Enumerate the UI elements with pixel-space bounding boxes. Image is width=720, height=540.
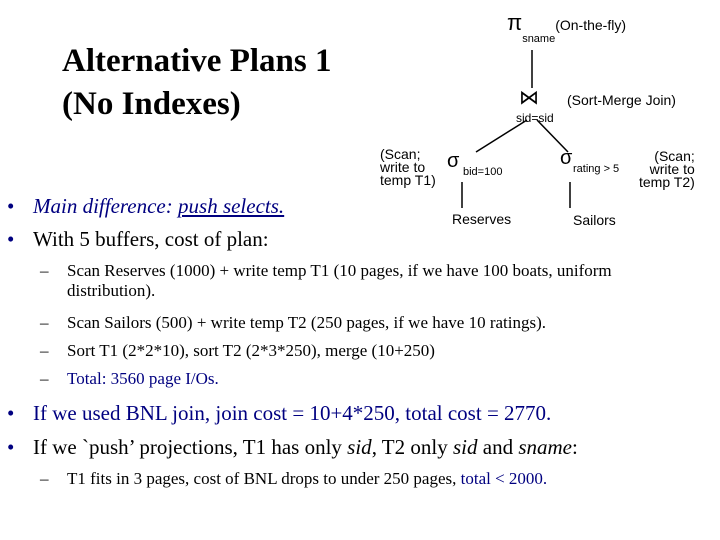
main-difference-label: Main difference: — [33, 194, 173, 218]
push-proj-sname: sname — [518, 435, 572, 459]
dash-marker: – — [40, 313, 49, 332]
sub-item-sort — [40, 341, 435, 361]
dash-marker: – — [40, 261, 49, 280]
dash-marker: – — [40, 369, 49, 388]
join-subscript: sid=sid — [516, 111, 554, 125]
sub-item-4-text: Total: 3560 page I/Os. — [67, 369, 219, 388]
right-note-line-1: (Scan; — [654, 148, 695, 164]
right-select-note — [639, 150, 695, 189]
bullet-main-difference — [7, 194, 284, 219]
buffers-text: With 5 buffers, cost of plan: — [33, 227, 269, 251]
join-note: (Sort-Merge Join) — [567, 92, 676, 108]
push-selects-link[interactable]: push selects. — [178, 194, 285, 218]
push-proj-part-3: and — [477, 435, 519, 459]
left-sigma-symbol: σ — [447, 150, 460, 172]
projection-note: (On-the-fly) — [555, 17, 627, 33]
reserves-relation: Reserves — [452, 211, 512, 227]
bnl-join-text: If we used BNL join, join cost = 10+4*250, total cost = 2770. — [33, 401, 552, 425]
left-note-line-3: temp T1) — [380, 172, 436, 188]
bnl-drops-text: T1 fits in 3 pages, cost of BNL drops to under 250 pages, — [67, 469, 461, 488]
bullet-buffers — [7, 227, 269, 252]
left-select-subscript: bid=100 — [463, 166, 503, 178]
sub-item-1-line-2: distribution). — [67, 281, 156, 300]
bnl-total-text: total < 2000. — [460, 469, 548, 488]
push-proj-sid-1: sid — [347, 435, 372, 459]
bullet-marker: • — [7, 227, 15, 251]
bullet-marker: • — [7, 401, 15, 425]
projection-subscript: sname — [522, 33, 556, 45]
push-proj-part-1: If we `push’ projections, T1 has only — [33, 435, 348, 459]
bullet-push-projections — [7, 435, 578, 460]
left-select-note — [380, 148, 436, 187]
dash-marker: – — [40, 341, 49, 360]
sub-item-scan-sailors — [40, 313, 546, 333]
bullet-bnl-join — [7, 401, 551, 426]
sub-item-3-text: Sort T1 (2*2*10), sort T2 (2*3*250), merge (10+250) — [67, 341, 435, 360]
push-proj-part-4: : — [572, 435, 578, 459]
left-note-line-1: (Scan; — [380, 146, 421, 162]
left-note-line-2: write to — [380, 159, 426, 175]
pi-symbol: π — [507, 10, 523, 35]
right-sigma-symbol: σ — [560, 147, 573, 169]
right-note-line-2: write to — [649, 161, 695, 177]
bullet-marker: • — [7, 194, 15, 218]
sub-item-total — [40, 369, 219, 389]
sub-item-2-text: Scan Sailors (500) + write temp T2 (250 pages, if we have 10 ratings). — [67, 313, 547, 332]
sub-item-bnl-drops — [40, 469, 547, 489]
right-note-line-3: temp T2) — [639, 174, 695, 190]
sailors-relation: Sailors — [573, 212, 616, 228]
join-symbol: ⋈ — [519, 87, 539, 109]
projection-node — [507, 10, 627, 45]
title-line-2: (No Indexes) — [62, 86, 241, 122]
title-line-1: Alternative Plans 1 — [62, 43, 332, 79]
sub-item-scan-reserves — [40, 261, 612, 301]
right-select-subscript: rating > 5 — [573, 163, 620, 175]
dash-marker: – — [40, 469, 49, 488]
push-proj-part-2: , T2 only — [371, 435, 453, 459]
sub-item-1-line-1: Scan Reserves (1000) + write temp T1 (10 pages, if we have 100 boats, uniform — [67, 261, 612, 280]
bullet-marker: • — [7, 435, 15, 459]
push-proj-sid-2: sid — [452, 435, 478, 459]
